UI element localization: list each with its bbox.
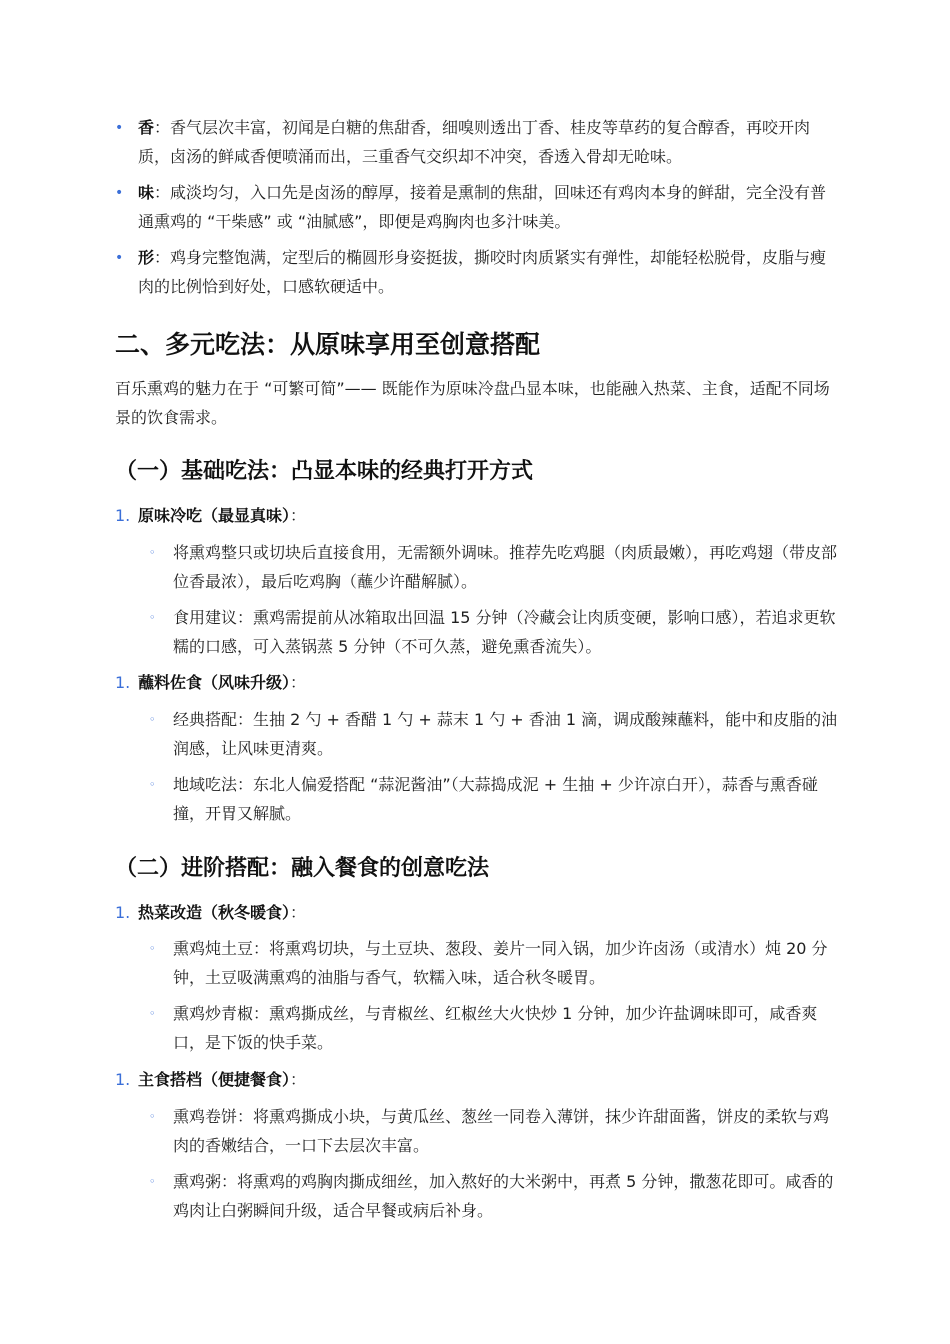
circle-bullet-icon: ◦ (149, 1110, 156, 1123)
sub-list (149, 935, 839, 1065)
list-item (115, 244, 840, 301)
numbered-item (115, 502, 306, 530)
subsection-heading: （一）基础吃法：凸显本味的经典打开方式 (115, 459, 534, 484)
circle-bullet-icon: ◦ (149, 546, 156, 559)
circle-bullet-icon: ◦ (149, 1175, 156, 1188)
bullet-icon: • (115, 120, 124, 136)
circle-bullet-icon: ◦ (149, 778, 156, 791)
list-item-text: 熏鸡粥：将熏鸡的鸡胸肉撕成细丝，加入熬好的大米粥中，再煮 5 分钟，撒葱花即可。咸香的鸡肉让白粥瞬间升级，适合早餐或病后补身。 (173, 1172, 834, 1220)
item-title: 主食搭档（便捷餐食） (138, 1070, 291, 1089)
list-item-text: 将熏鸡整只或切块后直接食用，无需额外调味。推荐先吃鸡腿（肉质最嫩），再吃鸡翅（带皮部位香最浓），最后吃鸡胸（蘸少许醋解腻）。 (173, 543, 838, 591)
list-item-text: 熏鸡炖土豆：将熏鸡切块，与土豆块、葱段、姜片一同入锅，加少许卤汤（或清水）炖 20 分钟，土豆吸满熏鸡的油脂与香气，软糯入味，适合秋冬暖胃。 (173, 939, 828, 987)
item-colon: ： (290, 506, 307, 525)
feature-text: ：咸淡均匀，入口先是卤汤的醇厚，接着是熏制的焦甜，回味还有鸡肉本身的鲜甜，完全没有普通熏鸡的 “干柴感” 或 “油腻感”，即便是鸡胸肉也多汁味美。 (138, 183, 827, 231)
list-item (149, 604, 839, 661)
numbered-item (115, 1066, 306, 1094)
feature-label: 形 (138, 248, 155, 267)
circle-bullet-icon: ◦ (149, 942, 156, 955)
item-number: 1. (115, 673, 131, 692)
list-item (149, 706, 839, 763)
feature-list (115, 114, 840, 309)
sub-list (149, 706, 839, 836)
feature-text: ：香气层次丰富，初闻是白糖的焦甜香，细嗅则透出丁香、桂皮等草药的复合醇香，再咬开肉质，卤汤的鲜咸香便喷涌而出，三重香气交织却不冲突，香透入骨却无呛味。 (138, 118, 811, 166)
section-heading: 二、多元吃法：从原味享用至创意搭配 (115, 330, 541, 359)
list-item (149, 1000, 839, 1057)
feature-text: ：鸡身完整饱满，定型后的椭圆形身姿挺拔，撕咬时肉质紧实有弹性，却能轻松脱骨，皮脂与瘦肉的比例恰到好处，口感软硬适中。 (138, 248, 827, 296)
item-number: 1. (115, 506, 131, 525)
item-title: 蘸料佐食（风味升级） (138, 673, 291, 692)
numbered-item (115, 899, 306, 927)
item-title: 原味冷吃（最显真味） (138, 506, 291, 525)
bullet-icon: • (115, 185, 124, 201)
sub-list (149, 1103, 839, 1233)
section-intro: 百乐熏鸡的魅力在于 “可繁可简”—— 既能作为原味冷盘凸显本味，也能融入热菜、主食，适配不同场景的饮食需求。 (115, 379, 830, 427)
bullet-icon: • (115, 250, 124, 266)
numbered-item (115, 669, 306, 697)
circle-bullet-icon: ◦ (149, 611, 156, 624)
item-colon: ： (290, 903, 307, 922)
item-colon: ： (290, 1070, 307, 1089)
list-item-text: 经典搭配：生抽 2 勺 + 香醋 1 勺 + 蒜末 1 勺 + 香油 1 滴，调成酸辣蘸料，能中和皮脂的油润感，让风味更清爽。 (173, 710, 838, 758)
list-item (115, 179, 840, 236)
item-colon: ： (290, 673, 307, 692)
list-item-text: 地域吃法：东北人偏爱搭配 “蒜泥酱油”（大蒜捣成泥 + 生抽 + 少许凉白开），蒜香与熏香碰撞，开胃又解腻。 (173, 775, 818, 823)
list-item (149, 771, 839, 828)
circle-bullet-icon: ◦ (149, 713, 156, 726)
list-item-text: 熏鸡卷饼：将熏鸡撕成小块，与黄瓜丝、葱丝一同卷入薄饼，抹少许甜面酱，饼皮的柔软与鸡肉的香嫩结合，一口下去层次丰富。 (173, 1107, 830, 1155)
list-item (149, 1103, 839, 1160)
item-number: 1. (115, 903, 131, 922)
list-item (149, 1168, 839, 1225)
list-item (115, 114, 840, 171)
circle-bullet-icon: ◦ (149, 1007, 156, 1020)
feature-label: 味 (138, 183, 155, 202)
list-item-text: 食用建议：熏鸡需提前从冰箱取出回温 15 分钟（冷藏会让肉质变硬，影响口感），若追求更软糯的口感，可入蒸锅蒸 5 分钟（不可久蒸，避免熏香流失）。 (173, 608, 836, 656)
subsection-heading: （二）进阶搭配：融入餐食的创意吃法 (115, 856, 490, 881)
sub-list (149, 539, 839, 669)
item-title: 热菜改造（秋冬暖食） (138, 903, 291, 922)
item-number: 1. (115, 1070, 131, 1089)
feature-label: 香 (138, 118, 155, 137)
list-item (149, 935, 839, 992)
list-item (149, 539, 839, 596)
list-item-text: 熏鸡炒青椒：熏鸡撕成丝，与青椒丝、红椒丝大火快炒 1 分钟，加少许盐调味即可，咸香爽口，是下饭的快手菜。 (173, 1004, 818, 1052)
